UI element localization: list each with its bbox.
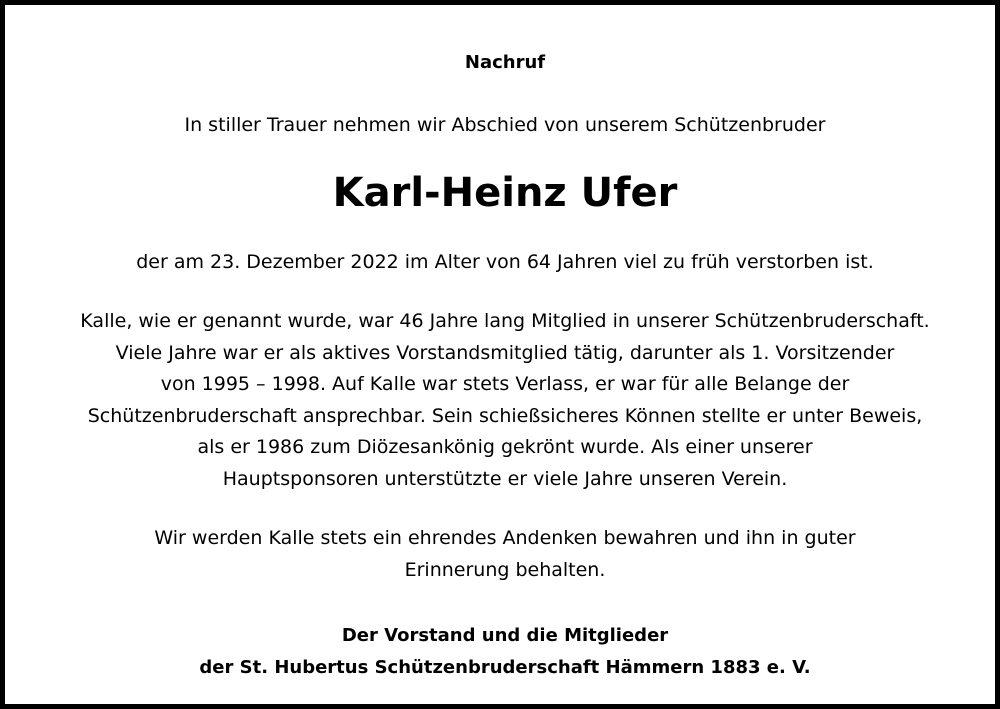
signature-line: der St. Hubertus Schützenbruderschaft Hämmern 1883 e. V.: [199, 657, 811, 678]
closing-line: Erinnerung behalten.: [404, 559, 606, 581]
biography-line: Hauptsponsoren unterstützte er viele Jahre unseren Verein.: [222, 467, 788, 490]
biography-line: Schützenbruderschaft ansprechbar. Sein schießsicheres Können stellte er unter Beweis,: [87, 404, 923, 427]
death-date-text: der am 23. Dezember 2022 im Alter von 64 Jahren viel zu früh verstorben ist.: [136, 251, 874, 273]
biography-paragraph: [5, 306, 1000, 496]
notice-heading: Nachruf: [464, 52, 546, 73]
signature-line: Der Vorstand und die Mitglieder: [341, 625, 669, 646]
deceased-name: Karl-Heinz Ufer: [332, 170, 678, 216]
intro-text: In stiller Trauer nehmen wir Abschied von unserem Schützenbruder: [184, 114, 826, 136]
closing-paragraph: [5, 522, 1000, 586]
biography-line: Viele Jahre war er als aktives Vorstandsmitglied tätig, darunter als 1. Vorsitzender: [115, 341, 895, 364]
biography-line: als er 1986 zum Diözesankönig gekrönt wurde. Als einer unserer: [197, 436, 813, 459]
biography-line: Kalle, wie er genannt wurde, war 46 Jahre lang Mitglied in unserer Schützenbruderschaft.: [80, 310, 930, 332]
signature-block: [5, 620, 1000, 684]
biography-line: von 1995 – 1998. Auf Kalle war stets Verlass, er war für alle Belange der: [160, 373, 850, 396]
closing-line: Wir werden Kalle stets ein ehrendes Andenken bewahren und ihn in guter: [154, 527, 856, 549]
